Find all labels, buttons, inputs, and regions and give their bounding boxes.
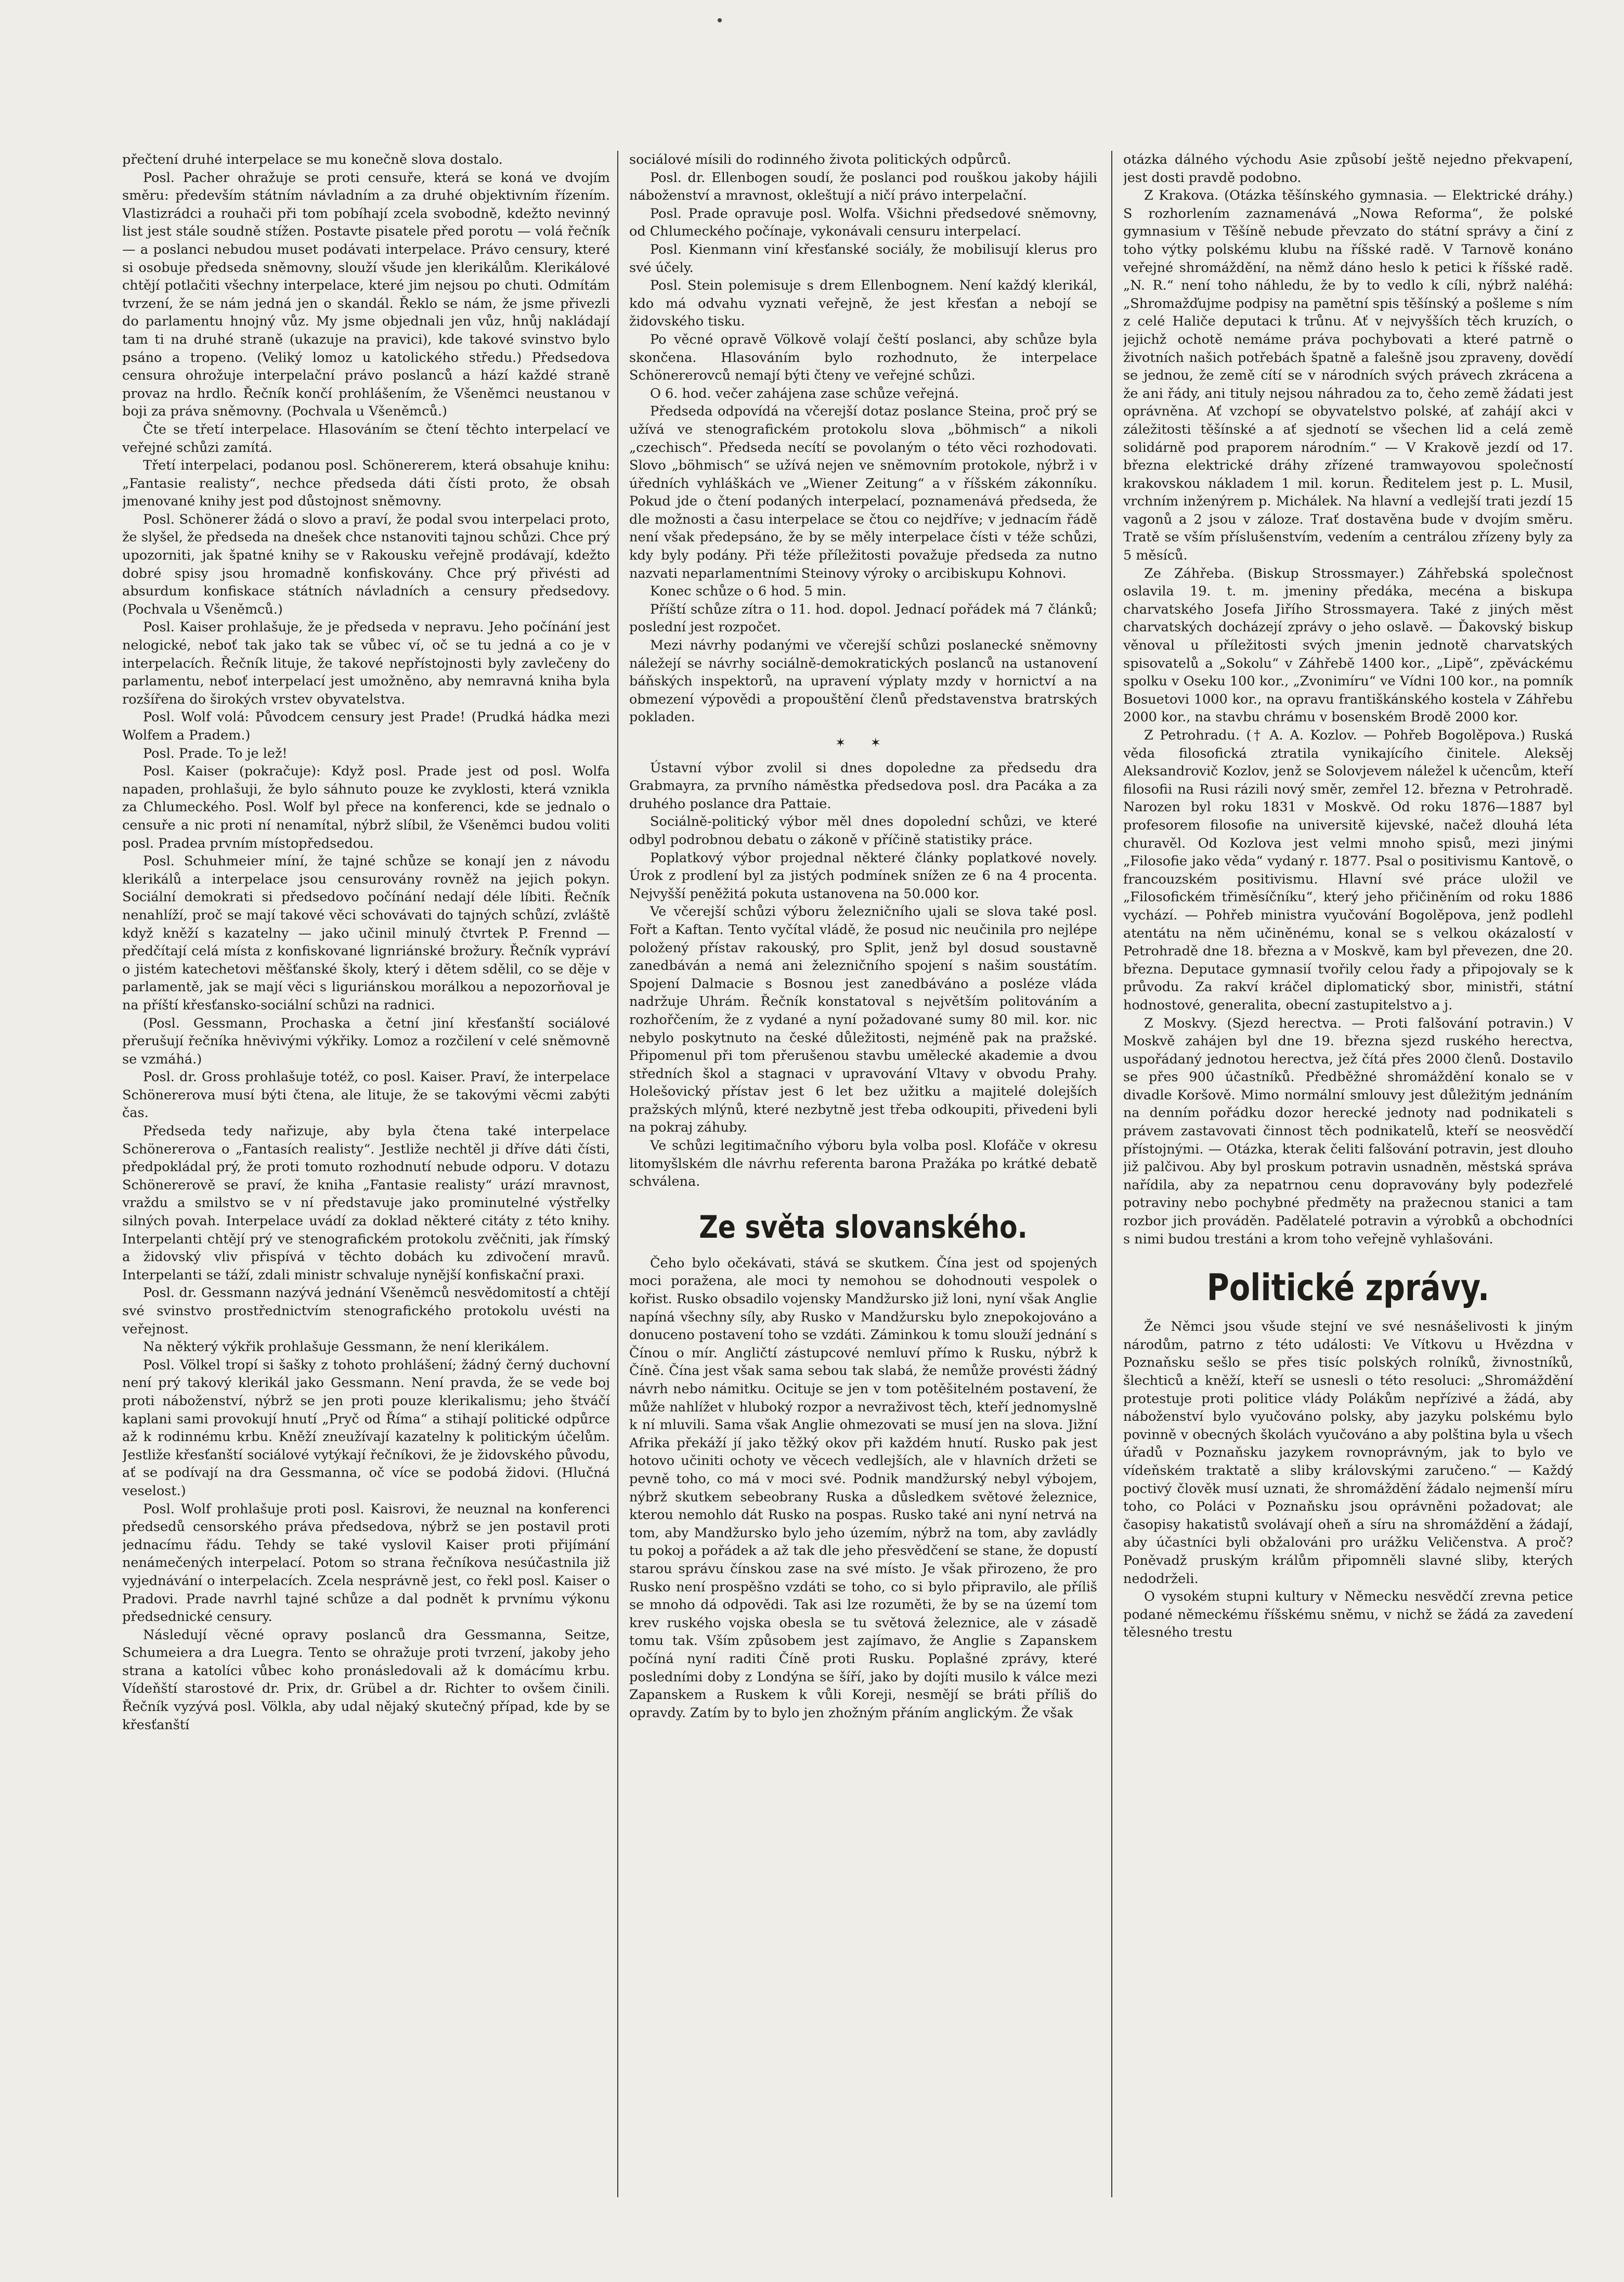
paragraph: Poplatkový výbor projednal některé články poplatkové novely. Úrok z prodlení byl za jistých podmínek snížen ze 6 na 4 procenta. Nejvyšší peněžitá pokuta ustanovena na 50.000 kor.: [629, 850, 1097, 902]
paragraph: Z Krakova. (Otázka těšínského gymnasia. — Elektrické dráhy.) S rozhorlením zaznamenává „Nowa Reforma“, že polské gymnasium v Těšíně nebude převzato do státní správy a činí z toho výtky polskému klubu na říšské radě. V Tarnově konáno veřejné shromáždění, na němž dáno heslo k petici k říšské radě. „N. R.“ není toho náhledu, že by to vedlo k cíli, nýbrž naléhá: „Shromažďujme podpisy na pamětní spis těšínský a pošleme s ním z celé Haliče deputaci k trůnu. Ať v nejvyšších těch kruzích, o jejichž ochotě nemáme práva pochybovati a které patrně o životních našich potřebách špatně a falešně jsou zpraveny, dovědí se jednou, že země cítí se v národních svých právech zkrácena a že ani řády, ani tituly nejsou náhradou za to, čeho země žádati jest oprávněna. Ať vzchopí se obyvatelstvo polské, ať zahájí akci v záležitosti těšínské a ať sjednotí se všechen lid a celá země solidárně pod praporem národním.“ — V Krakově jezdí od 17. března elektrické dráhy zřízené tramwayovou společností krakovskou nákladem 1 mil. korun. Ředitelem jest p. L. Musil, vrchním inženýrem p. Michálek. Na hlavní a vedlejší trati jezdí 15 vagonů a 2 jsou v záloze. Trať dostavěna bude v dvojím směru. Tratě se vším příslušenstvím, vedením a centrálou zřízeny byly za 5 měsíců.: [1123, 188, 1573, 564]
paragraph: Posl. Stein polemisuje s drem Ellenbognem. Není každý klerikál, kdo má odvahu vyznati veřejně, že jest křesťan a nebojí se židovského tisku.: [629, 278, 1097, 330]
section-separator: ✶ ✶: [835, 735, 891, 750]
paragraph: Ve včerejší schůzi výboru železničního ujali se slova také posl. Fořt a Kaftan. Tento vyčítal vládě, že posud nic neučinila pro nejlépe položený přístav rakouský, pro Split, jenž byl dosud soustavně zanedbáván a nemá ani železničního spojení s našim soustátím. Spojení Dalmacie s Bosnou jest zanedbáváno a posléze vláda nadržuje Uhrám. Řečník konstatoval s největším politováním a rozhořčením, že z vydané a nyní požadované sumy 80 mil. kor. nic nebylo poskytnuto na české důležitosti, nejméně pak na pražské. Připomenul při tom přerušenou stavbu umělecké akademie a dvou středních škol a stagnaci v upravování Vltavy v obvodu Prahy. Holešovický přístav jest 6 let bez užitku a majitelé dolejších pražských mlýnů, které nezbytně jest třeba odkoupiti, přivedeni byli na pokraj záhuby.: [629, 904, 1097, 1136]
paragraph: Na některý výkřik prohlašuje Gessmann, že není klerikálem.: [143, 1339, 550, 1355]
paragraph: Předseda tedy nařizuje, aby byla čtena také interpelace Schönererova o „Fantasích realisty“. Jestliže nechtěl ji dříve dáti čísti, předpokládal prý, že proti tomuto rozhodnutí nebude odporu. V dotazu Schönererově se praví, že kniha „Fantasie realisty“ urází mravnost, vraždu a smilstvo se v ní představuje jako prominutelné výstřelky silných povah. Interpelace uvádí za doklad některé citáty z této knihy. Interpelanti chtějí prý ve stenografickém protokolu zvěčniti, jak římský a židovský vliv přispívá v těchto dobách ku zdivočení mravů. Interpelanti se táží, zdali ministr schvaluje nynější konfiskační praxi.: [122, 1123, 610, 1283]
section-heading-slavic-world: Ze světa slovanského.: [699, 1209, 1028, 1246]
column-2: [629, 151, 1097, 2197]
paragraph: Posl. Schuhmeier míní, že tajné schůze se konají jen z návodu klerikálů a interpelace jsou censurovány rovněž na jejich pokyn. Sociální demokrati si předsedovo počínání nedají déle líbiti. Řečník nenahlíží, proč se mají takové věci schovávati do tajných schůzí, zvláště když kněží s kazatelny — jako učinil minulý čtvrtek P. Frennd — předčítají celá místa z konfiskované lignriánské brožury. Řečník vypráví o jistém katechetovi měšťanské školy, který i dětem sdělil, co se děje v parlamentě, jak se mají věci s liguriánskou morálkou a nepozorňoval je na příští křesťansko-sociální schůzi na radnici.: [122, 853, 610, 1013]
paragraph: Z Moskvy. (Sjezd herectva. — Proti falšování potravin.) V Moskvě zahájen byl dne 19. března sjezd ruského herectva, uspořádaný jednotou herectva, jež čítá přes 2000 členů. Dostavilo se přes 900 účastníků. Předběžné shromáždění konalo se v divadle Koršově. Mimo normální smlouvy jest důležitým jednáním na denním pořádku dozor herecké jednoty nad podnikateli s právem zastavovati činnost těch podnikatelů, kteří se neosvědčí přístojnými. — Otázka, kterak čeliti falšování potravin, jest dlouho již palčivou. Aby byl proskum potravin usnadněn, městská správa nařídila, aby za nepatrnou cenu dopravovány byly podezřelé potraviny nebo pochybné předměty na pražecnou stanici a tam rozbor jich prováděn. Padělatelé potravin a výrobků a obchodníci s nimi budou trestáni a krom toho veřejně vyhlašováni.: [1123, 1015, 1573, 1247]
column-3: [1123, 151, 1573, 2197]
paragraph: Posl. Wolf prohlašuje proti posl. Kaisrovi, že neuznal na konferenci předsedů censorského práva předsedova, nýbrž se jen postavil proti jednacímu řádu. Tehdy se také vyslovil Kaiser proti přijímání nenámečených interpelací. Potom so strana řečníkova nesúčastnila již vyjednávání o interpelacích. Zcela nesprávně jest, co řekl posl. Kaiser o Pradovi. Prade navrhl tajné schůze a dal podnět k prvnímu výkonu předsednické censury.: [122, 1501, 610, 1625]
page-body: [122, 151, 1573, 2200]
paragraph: Posl. dr. Gross prohlašuje totéž, co posl. Kaiser. Praví, že interpelace Schönererova musí býti čtena, ale lituje, že se takovými věcmi zabýti čas.: [122, 1069, 610, 1121]
section-heading-political-news: Politické zprávy.: [1206, 1266, 1490, 1309]
paragraph: Konec schůze o 6 hod. 5 min.: [650, 584, 847, 600]
column-1: [122, 151, 610, 2197]
ink-dot: [718, 18, 722, 22]
column-divider: [617, 151, 618, 2197]
paragraph: Předseda odpovídá na včerejší dotaz poslance Steina, proč prý se užívá ve stenografickém protokolu slova „böhmisch“ a nikoli „czechisch“. Předseda necítí se povolaným o této věci rozhodovati. Slovo „böhmisch“ se užívá nejen ve sněmovním protokole, nýbrž i v úředních vyhláškách ve „Wiener Zeitung“ a v říšském zákonníku. Pokud jde o čtení podaných interpelací, poznamenává předseda, že dle možnosti a času interpelace se čtou co nejdříve; v jednacím řádě není však předepsáno, že by se měly interpelace čísti v téže schůzi, kdy byly podány. Při téže příležitosti považuje předseda za nutno nazvati neparlamentními Steinovy výroky o arcibiskupu Kohnovi.: [629, 404, 1097, 581]
paragraph: Po věcné opravě Völkově volají čeští poslanci, aby schůze byla skončena. Hlasováním bylo rozhodnuto, že interpelace Schönererovců nemají býti čteny ve veřejné schůzi.: [629, 331, 1097, 384]
paragraph: Posl. Wolf volá: Původcem censury jest Prade! (Prudká hádka mezi Wolfem a Pradem.): [122, 709, 610, 743]
paragraph: Příští schůze zítra o 11. hod. dopol. Jednací pořádek má 7 článků; poslední jest rozpočet.: [629, 601, 1097, 636]
paragraph: Mezi návrhy podanými ve včerejší schůzi poslanecké sněmovny náležejí se návrhy sociálně-demokratických poslanců na ustanovení báňských inspektorů, na upravení výplaty mzdy v hornictví a na obmezení výpovědi a propouštění členů představenstva bratrských pokladen.: [629, 638, 1097, 725]
paragraph: Posl. Kaiser (pokračuje): Když posl. Prade jest od posl. Wolfa napaden, prohlašuji, že bylo sáhnuto pouze ke zvyklosti, která vznikla za Chlumeckého. Posl. Wolf byl přece na konferenci, kde se jednalo o censuře a nic proti ní nenamítal, nýbrž slíbil, že Všeněmci budou voliti posl. Pradea prvním místopředsedou.: [122, 763, 610, 851]
paragraph: Sociálně-politický výbor měl dnes dopolední schůzi, ve které odbyl podrobnou debatu o zákoně v příčině statistiky práce.: [629, 814, 1097, 848]
paragraph: Posl. Schönerer žádá o slovo a praví, že podal svou interpelaci proto, že slyšel, že předseda na dnešek chce nstanoviti tajnou schůzi. Chce prý upozorniti, jak špatné knihy se v Rakousku veřejně prodávají, kdežto dobré spisy jsou hromadně konfiskovány. Chce prý přivésti ad absurdum konfiskace státních návladních a censury předsedovy. (Pochvala u Všeněmců.): [122, 511, 610, 617]
paragraph: Z Petrohradu. († A. A. Kozlov. — Pohřeb Bogolěpova.) Ruská věda filosofická ztratila vynikajícího činitele. Aleksěj Aleksandrovič Kozlov, jenž se Solovjevem náležel k učencům, kteří filosofii na Rusi rázili nový směr, zemřel 12. března v Petrohradě. Narozen byl roku 1831 v Moskvě. Od roku 1876—1887 byl profesorem filosofie na universitě kijevské, načež dlouhá léta churavěl. Od Kozlova jest velmi mnoho spisů, mezi jinými „Filosofie jako věda“ vydaný r. 1877. Psal o positivismu Kantově, o francouzském positivismu. Hlavní své práce uložil ve „Filosofickém třiměsíčníku“, který jeho přičiněním od roku 1886 vychází. — Pohřeb ministra vyučování Bogolěpova, jenž podlehl atentátu na něm učiněnému, konal se s velkou okázalostí v Petrohradě dne 18. března a v Moskvě, kam byl převezen, dne 20. března. Deputace gymnasií tvořily celou řady a připojovaly se k průvodu. Za rakví kráčel diplomatický sbor, ministři, státní hodnostové, generalita, obecní zastupitelstvo a j.: [1123, 728, 1573, 1013]
paragraph: Ve schůzi legitimačního výboru byla volba posl. Klofáče v okresu litomyšlském dle návrhu referenta barona Pražáka po krátké debatě schválena.: [629, 1138, 1097, 1190]
paragraph: Třetí interpelaci, podanou posl. Schönererem, která obsahuje knihu: „Fantasie realisty“, nechce předseda dáti čísti proto, že obsah jmenované knihy jest pod důstojnost sněmovny.: [122, 458, 610, 510]
paragraph: Že Němci jsou všude stejní ve své nesnášelivosti k jiným národům, patrno z této události: Ve Vítkovu u Hvězdna v Poznaňsku sešlo se přes tisíc polských rolníků, živnostníků, šlechticů a kněží, kteří se usnesli o této resoluci: „Shromáždění protestuje proti politice vlády Polákům nepřízivé a žádá, aby náboženství bylo vyučováno polsky, aby jazyku polskému bylo povinně v obecných školách vyučováno a aby polština byla u všech úřadů v Poznaňsku jazykem rovnoprávným, jak to bylo ve vídeňském traktatě a sliby královskými zaručeno.“ — Každý poctivý člověk musí uznati, že shromáždění žádalo nejmenší míru toho, co Poláci v Poznaňsku jsou oprávněni požadovat; ale časopisy hakatistů svolávají oheň a síru na shromáždění a žádají, aby účastníci byli obžalováni pro urážku Veličenstva. A proč? Poněvadž pruským králům připomněli slavné sliby, kterých nedodrželi.: [1123, 1319, 1573, 1587]
paragraph: Ze Záhřeba. (Biskup Strossmayer.) Záhřebská společnost oslavila 19. t. m. jmeniny předáka, mecéna a biskupa charvatského Josefa Jiřího Strossmayera. Také z jiných měst charvatských docházejí zprávy o jeho oslavě. — Ďakovský biskup věnoval u příležitosti svých jmenin jednotě charvatských spisovatelů a „Sokolu“ v Záhřebě 1400 kor., „Lipě“, zpěváckému spolku v Oseku 100 kor., „Zvonimíru“ ve Vídni 100 kor., na pomník Bosuetovi 1000 kor., na opravu františkánského kostela v Záhřebu 2000 kor., na stavbu chrámu v bosenském Brodě 2000 kor.: [1123, 565, 1573, 725]
paragraph: Posl. Kienmann viní křesťanské sociály, že mobilisují klerus pro své účely.: [629, 241, 1097, 276]
paragraph: otázka dálného východu Asie způsobí ještě nejedno překvapení, jest dosti pravdě podobno.: [1123, 152, 1573, 186]
paragraph: Čeho bylo očekávati, stává se skutkem. Čína jest od spojených moci poražena, ale moci ty nemohou se dohodnouti vespolek o kořist. Rusko obsadilo vojensky Mandžursko již loni, nyní však Anglie napíná všechny síly, aby Rusko v Mandžursku bylo znepokojováno a donuceno postavení toho se vzdáti. Záminkou k tomu slouží jednání s Čínou o mír. Angličtí zástupcové nemluví přímo k Rusku, nýbrž k Číně. Čína jest však sama sebou tak slabá, že nemůže provésti žádný návrh nebo námitku. Ocituje se jen v tom potěšitelném postavení, že může nahlížet v hluboký rozpor a nevraživost těch, kteří jednomyslně k ní mluvili. Sama však Anglie ohmezovati se musí jen na slova. Jižní Afrika překáží jí jako těžký okov při každém hnutí. Rusko pak jest hotovo učiniti ochoty ve věcech vedlejších, ale v hlavních držeti se pevně toho, co má v moci své. Podnik mandžurský nebyl výbojem, nýbrž skutkem sebeobrany Ruska a důsledkem světové železnice, kterou nemohlo dát Rusko na pospas. Rusko také ani nyní netrvá na tom, aby Mandžursko bylo jeho územím, nýbrž na tom, aby zavládly tu pokoj a pořádek a až tak dle jeho přesvědčení se stane, že dopustí starou správu čínskou zase na své místo. Je však přirozeno, že pro Rusko není prospěšno vzdáti se toho, co si bylo připravilo, ale příliš se mnoho dá odpovědi. Tak asi lze rozuměti, že by se na území tom krev ruského vojska obesla se tu světová železnice, ale v zásadě tomu tak. Vším způsobem jest zajímavo, že Anglie s Zapanskem počíná nyní raditi Číně proti Rusku. Poplašné zprávy, které posledními doby z Londýna se šíří, jako by dojíti musilo k válce mezi Zapanskem a Ruskem k vůli Koreji, nesmějí se bráti příliš do opravdy. Zatím by to bylo jen zhožným přáním anglickým. Že však: [629, 1255, 1097, 1721]
paragraph: přečtení druhé interpelace se mu konečně slova dostalo.: [122, 152, 503, 167]
paragraph: Ústavní výbor zvolil si dnes dopoledne za předsedu dra Grabmayra, za prvního náměstka předsedova posl. dra Pacáka a za druhého poslance dra Pattaie.: [629, 760, 1097, 812]
paragraph: Posl. Pacher ohražuje se proti censuře, která se koná ve dvojím směru: především státním návladním a za druhé objektivním řízením. Vlastizrádci a rouhači při tom pobíhají zcela svobodně, kdežto nevinný list jest stále soudně stížen. Postavte pisatele před porotu — volá řečník — a poslanci nebudou muset podávati interpelace. Právo censury, které si osobuje předseda sněmovny, slouží všude jen klerikálům. Klerikálové chtějí potlačiti všechny interpelace, které jim nejsou po chuti. Odmítám tvrzení, že se nám jedná jen o skandál. Řeklo se nám, že jsme přivezli do parlamentu hnojný vůz. My jsme objednali jen vůz, hnůj nakládají tam ti na druhé straně (ukazuje na pravici), kde takové svinstvo bylo psáno a tropeno. (Veliký lomoz u katolického středu.) Předsedova censura ohrožuje interpelační právo poslanců a hází každé straně provaz na hrdlo. Řečník končí prohlášením, že Všeněmci neustanou v boji za práva sněmovny. (Pochvala u Všeněmců.): [122, 170, 610, 420]
column-divider: [1111, 151, 1112, 2197]
paragraph: Posl. Prade. To je lež!: [143, 745, 288, 761]
paragraph: Posl. Kaiser prohlašuje, že je předseda v nepravu. Jeho počínání jest nelogické, neboť tak jako tak se vůbec ví, oč se tu jedná a co je v interpelacích. Řečník lituje, že takové nepřístojnosti byly zavlečeny do parlamentu, neboť interpelací jest umožněno, aby nemravná kniha byla rozšířena do širokých vrstev obyvatelstva.: [122, 619, 610, 707]
paragraph: Čte se třetí interpelace. Hlasováním se čtení těchto interpelací ve veřejné schůzi zamítá.: [122, 421, 610, 456]
paragraph: Posl. Prade opravuje posl. Wolfa. Všichni předsedové sněmovny, od Chlumeckého počínaje, vykonávali censuru interpelací.: [629, 205, 1097, 240]
paragraph: Následují věcné opravy poslanců dra Gessmanna, Seitze, Schumeiera a dra Luegra. Tento se ohražuje proti tvrzení, jakoby jeho strana a katolíci vůbec koho pronásledovali až k domácímu krbu. Vídeňští starostové dr. Prix, dr. Grübel a dr. Richter to ovšem činili. Řečník vyzývá posl. Völkla, aby udal nějaký skutečný případ, kde by se křesťanští: [122, 1627, 610, 1733]
paragraph: O vysokém stupni kultury v Německu nesvědčí zrevna petice podané německému říšskému sněmu, v nichž se žádá za zavedení tělesného trestu: [1123, 1589, 1573, 1641]
paragraph: Posl. dr. Ellenbogen soudí, že poslanci pod rouškou jakoby hájili náboženství a mravnost, okleštují a ničí právo interpelační.: [629, 170, 1097, 204]
paragraph: Posl. dr. Gessmann nazývá jednání Všeněmců nesvědomitostí a chtějí své svinstvo prostřednictvím stenografického protokolu uvésti na veřejnost.: [122, 1285, 610, 1337]
paragraph: (Posl. Gessmann, Prochaska a četní jiní křesťanští sociálové přerušují řečníka hněvivými výkřiky. Lomoz a rozčilení v celé sněmovně se vzmáhá.): [122, 1015, 610, 1067]
paragraph: O 6. hod. večer zahájena zase schůze veřejná.: [650, 385, 959, 401]
paragraph: Posl. Völkel tropí si šašky z tohoto prohlášení; žádný černý duchovní není prý takový klerikál jako Gessmann. Není pravda, že se vede boj proti náboženství, nýbrž se jen proti pouze klerikalismu; jeho štváčí kaplani sami provokují hnutí „Pryč od Říma“ a stihají politické odpůrce až k rodinnému krbu. Kněží zneužívají kazatelny k politickým účelům. Jestliže křesťanští sociálové vytýkají řečníkovi, že je židovského původu, ať se podívají na dra Gessmanna, oč více se podobá židovi. (Hlučná veselost.): [122, 1357, 610, 1499]
paragraph: sociálové mísili do rodinného života politických odpůrců.: [629, 152, 1011, 167]
